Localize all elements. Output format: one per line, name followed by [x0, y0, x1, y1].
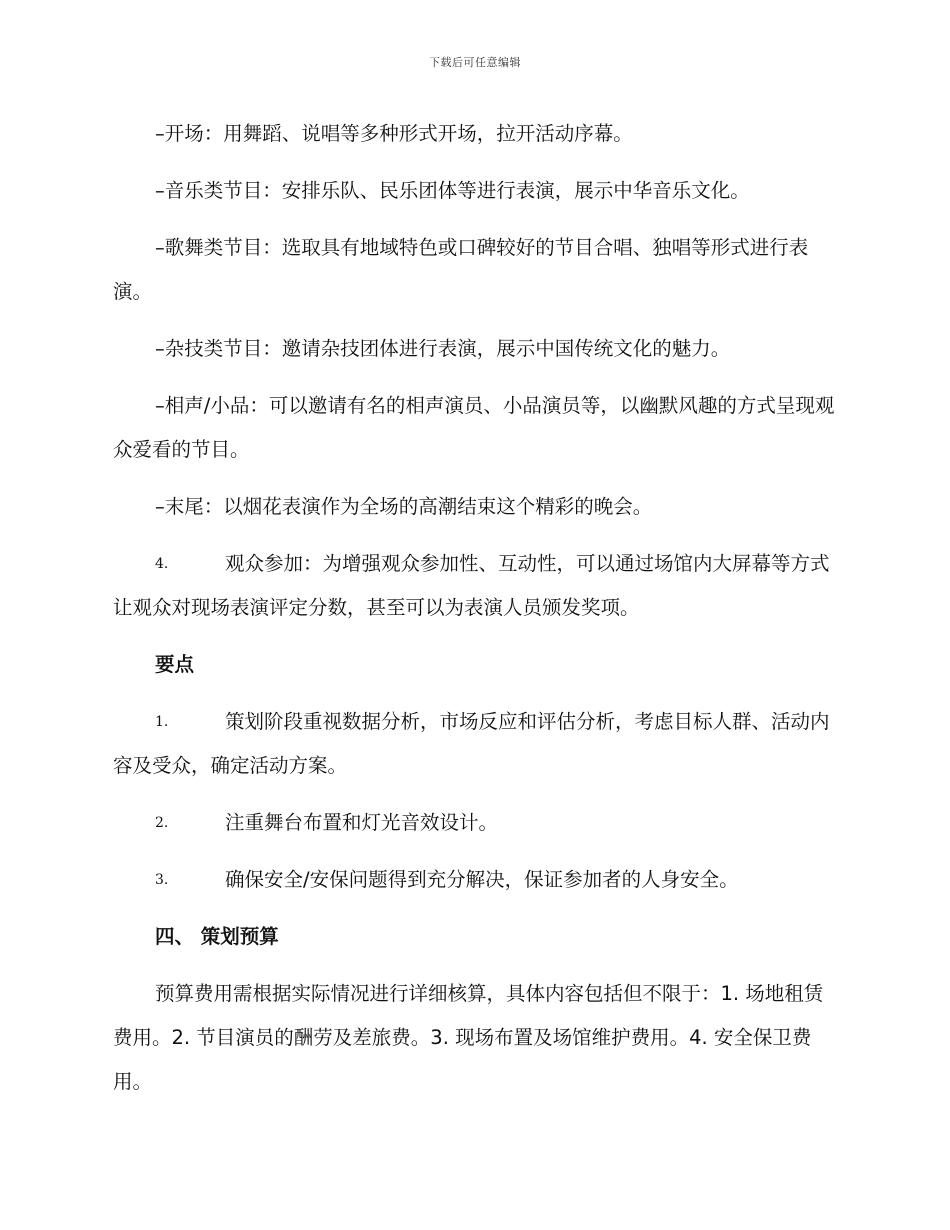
key-point-item — [113, 700, 839, 788]
list-number: 4. — [155, 556, 169, 572]
header-note: 下载后可任意编辑 — [429, 56, 521, 69]
list-number: 2. — [155, 815, 169, 831]
list-item-text: 策划阶段重视数据分析，市场反应和评估分析，考虑目标人群、活动内容及受众，确定活动方案。 — [113, 710, 830, 777]
program-item-opening: –开场：用舞蹈、说唱等多种形式开场，拉开活动序幕。 — [155, 122, 633, 145]
program-item-acrobatics: –杂技类节目：邀请杂技团体进行表演，展示中国传统文化的魅力。 — [155, 337, 731, 360]
budget-heading: 四、 策划预算 — [155, 925, 279, 948]
program-item-song-dance: –歌舞类节目：选取具有地域特色或口碑较好的节目合唱、独唱等形式进行表演。 — [113, 236, 809, 303]
list-item-text: 观众参加：为增强观众参加性、互动性，可以通过场馆内大屏幕等方式让观众对现场表演评定分数，甚至可以为表演人员颁发奖项。 — [113, 552, 830, 619]
document-body — [113, 112, 839, 1117]
key-points-heading: 要点 — [155, 653, 195, 676]
program-item-music: –音乐类节目：安排乐队、民乐团体等进行表演，展示中华音乐文化。 — [155, 179, 750, 202]
key-point-item — [113, 801, 839, 845]
program-item-comedy: –相声/小品：可以邀请有名的相声演员、小品演员等，以幽默风趣的方式呈现观众爱看的节目。 — [113, 394, 835, 461]
list-item-text: 注重舞台布置和灯光音效设计。 — [225, 811, 499, 834]
key-point-item — [113, 858, 839, 902]
list-number: 3. — [155, 872, 169, 888]
list-item-text: 确保安全/安保问题得到充分解决，保证参加者的人身安全。 — [225, 868, 739, 891]
program-item-ending: –末尾：以烟花表演作为全场的高潮结束这个精彩的晚会。 — [155, 495, 653, 518]
audience-participation-item — [113, 542, 839, 630]
list-number: 1. — [155, 714, 169, 730]
budget-paragraph: 预算费用需根据实际情况进行详细核算，具体内容包括但不限于：1. 场地租赁费用。2. 节目演员的酬劳及差旅费。3. 现场布置及场馆维护费用。4. 安全保卫费用。 — [113, 982, 824, 1093]
